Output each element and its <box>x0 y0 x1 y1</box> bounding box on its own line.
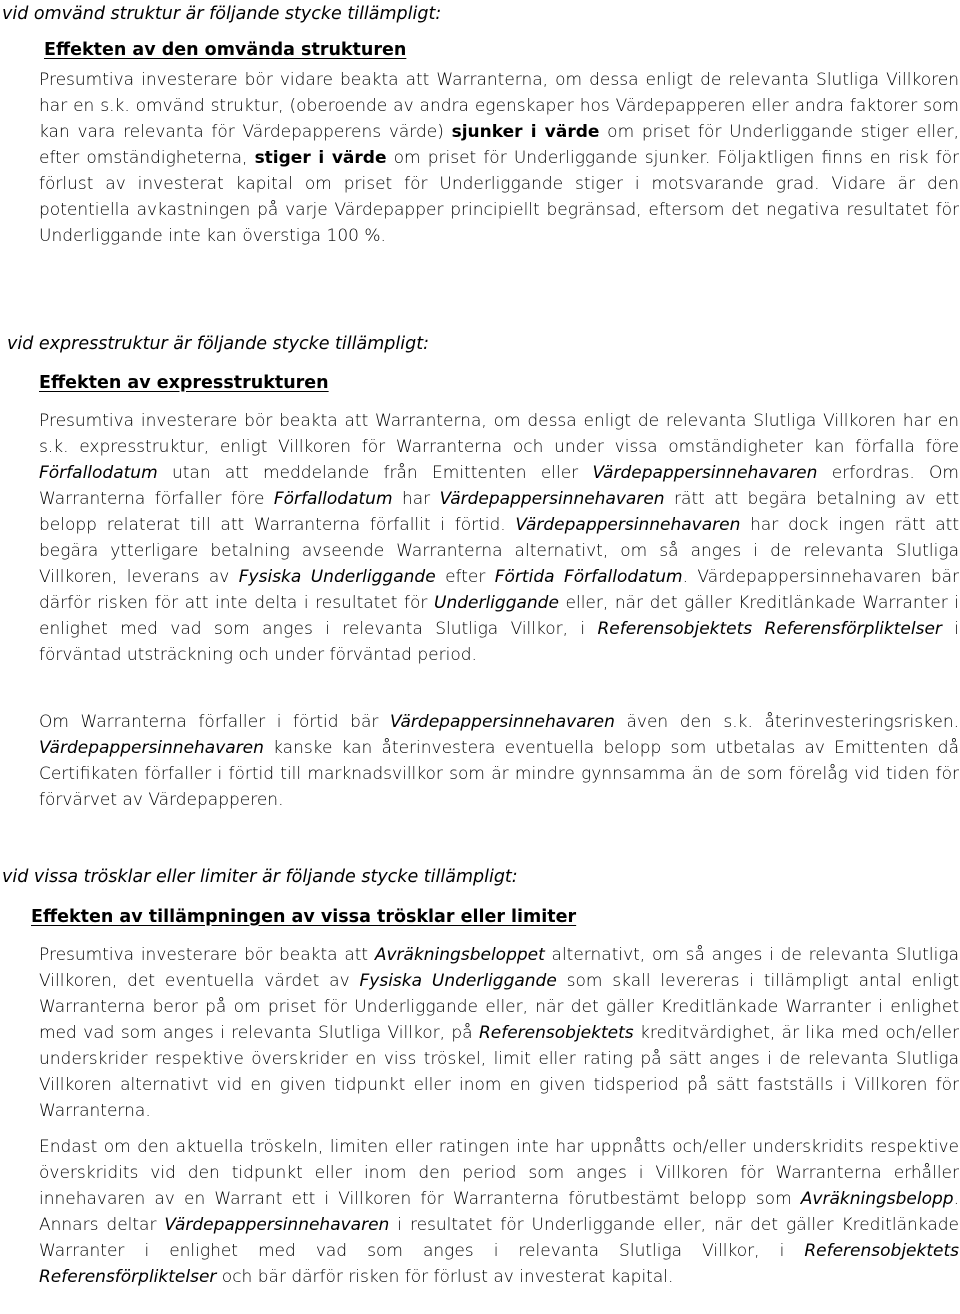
section2-heading: Effekten av expresstrukturen <box>39 373 329 393</box>
paragraph-text: . Annars deltar <box>39 1189 959 1235</box>
paragraph-text: erfordras. Om Warranterna förfaller före <box>39 463 959 509</box>
paragraph-text: och bär därför risken för förlust av investerat kapital. <box>216 1267 674 1287</box>
section3-heading: Effekten av tillämpningen av vissa trösklar eller limiter <box>31 907 577 927</box>
italic-text: Värdepappersinnehavaren <box>439 489 665 509</box>
italic-text: Förfallodatum <box>39 463 158 483</box>
paragraph-text: . Värdepappersinnehavaren bär därför risken för att inte delta i resultatet för <box>39 567 960 613</box>
paragraph-text: kreditvärdighet, är lika med och/eller underskrider respektive överskrider en viss tröskel, limit eller rating på sätt anges i de relevanta Slutliga Villkoren alternativt vid en given tidpunkt eller inom en given tidsperiod på sätt fastställs i Villkoren för Warranterna. <box>39 1023 959 1121</box>
section2-paragraph-2 <box>39 709 959 813</box>
paragraph-text: har <box>392 489 440 509</box>
paragraph-text: har dock ingen rätt att begära ytterligare betalning avseende Warranterna alternativt, om så anges i de relevanta Slutliga Villkoren, leverans av <box>39 515 959 587</box>
paragraph-text: om priset för Underliggande sjunker. Följaktligen finns en risk för förlust av investerat kapital om priset för Underliggande stiger i motsvarande grad. Vidare är den potentiella avkastningen på varje Värdepapper principiellt begränsad, eftersom det negativa resultatet för Underliggande inte kan överstiga 100 %. <box>39 148 959 246</box>
section2-paragraph-1 <box>39 408 959 668</box>
italic-text: Förfallodatum <box>273 489 393 509</box>
paragraph-text: eller, när det gäller Kreditlänkade Warranter i enlighet med vad som anges i relevanta Slutliga Villkor, i <box>39 593 960 639</box>
paragraph-text: utan att meddelande från Emittenten eller <box>157 463 593 483</box>
paragraph-text: alternativt, om så anges i de relevanta Slutliga Villkoren, det eventuella värdet av <box>39 945 959 991</box>
paragraph-text: i resultatet för Underliggande eller, när det gäller Kreditlänkade Warranter i enlighet med vad som anges i relevanta Slutliga Villkor, i <box>39 1215 959 1261</box>
italic-text: Värdepappersinnehavaren <box>389 712 615 732</box>
italic-text: Avräkningsbelopp <box>800 1189 954 1209</box>
paragraph-text: kanske kan återinvestera eventuella belopp som utbetalas av Emittenten då Certifikaten förfaller i förtid till marknadsvillkor som är mindre gynnsamma än de som förelåg vid tiden för förvärvet av Värdepapperen. <box>39 738 959 810</box>
section3-intro: vid vissa trösklar eller limiter är följande stycke tillämpligt: <box>2 867 518 887</box>
italic-text: Avräkningsbeloppet <box>374 945 545 965</box>
paragraph-text: Presumtiva investerare bör beakta att Warranterna, om dessa enligt de relevanta Slutliga Villkoren har en s.k. expresstruktur, enligt Villkoren för Warranterna och under vissa omständigheter kan förfalla före <box>39 411 959 457</box>
section3-paragraph-2 <box>39 1134 959 1290</box>
section1-paragraph <box>39 67 959 249</box>
italic-text: Fysiska Underliggande <box>359 971 557 991</box>
paragraph-text: Presumtiva investerare bör vidare beakta att Warranterna, om dessa enligt de relevanta Slutliga Villkoren har en s.k. omvänd struktur, (oberoende av andra egenskaper hos Värdepapperen eller andra faktorer som kan vara relevanta för Värdepapperens värde) <box>39 70 959 142</box>
paragraph-text: Endast om den aktuella tröskeln, limiten eller ratingen inte har uppnåtts och/eller underskridits respektive överskridits vid den tidpunkt eller inom den period som anges i Villkoren för Warranterna erhåller innehavaren av en Warrant ett i Villkoren för Warranterna förutbestämt belopp som <box>39 1137 959 1209</box>
italic-text: Referensobjektets Referensförpliktelser <box>597 619 942 639</box>
section3-paragraph-1 <box>39 942 959 1124</box>
italic-text: Referensobjektets <box>478 1023 634 1043</box>
paragraph-text: som skall levereras i tillämpligt antal enligt Warranterna beror på om priset för Underliggande eller, när det gäller Kreditlänkade Warranter i enlighet med vad som anges i relevanta Slutliga Villkor, på <box>39 971 959 1043</box>
italic-text: Värdepappersinnehavaren <box>164 1215 390 1235</box>
paragraph-text: Om Warranterna förfaller i förtid bär <box>39 712 390 732</box>
italic-text: Förtida Förfallodatum <box>494 567 683 587</box>
paragraph-text: i förväntad utsträckning och under förväntad period. <box>39 619 959 665</box>
italic-text: Fysiska Underliggande <box>238 567 436 587</box>
bold-text: stiger i värde <box>254 148 387 168</box>
section1-intro: vid omvänd struktur är följande stycke tillämpligt: <box>2 4 442 24</box>
paragraph-text: efter <box>435 567 495 587</box>
italic-text: Värdepappersinnehavaren <box>515 515 741 535</box>
italic-text: Underliggande <box>434 593 559 613</box>
bold-text: sjunker i värde <box>451 122 600 142</box>
italic-text: Värdepappersinnehavaren <box>592 463 818 483</box>
italic-text: Referensobjektets Referensförpliktelser <box>39 1241 959 1287</box>
paragraph-text: om priset för Underliggande stiger eller, efter omständigheterna, <box>39 122 959 168</box>
paragraph-text: rätt att begära betalning av ett belopp relaterat till att Warranterna förfallit i förtid. <box>39 489 959 535</box>
italic-text: Värdepappersinnehavaren <box>39 738 264 758</box>
section1-heading: Effekten av den omvända strukturen <box>44 40 407 60</box>
paragraph-text: Presumtiva investerare bör beakta att <box>39 945 375 965</box>
paragraph-text: även den s.k. återinvesteringsrisken. <box>614 712 959 732</box>
section2-intro: vid expresstruktur är följande stycke tillämpligt: <box>7 334 429 354</box>
